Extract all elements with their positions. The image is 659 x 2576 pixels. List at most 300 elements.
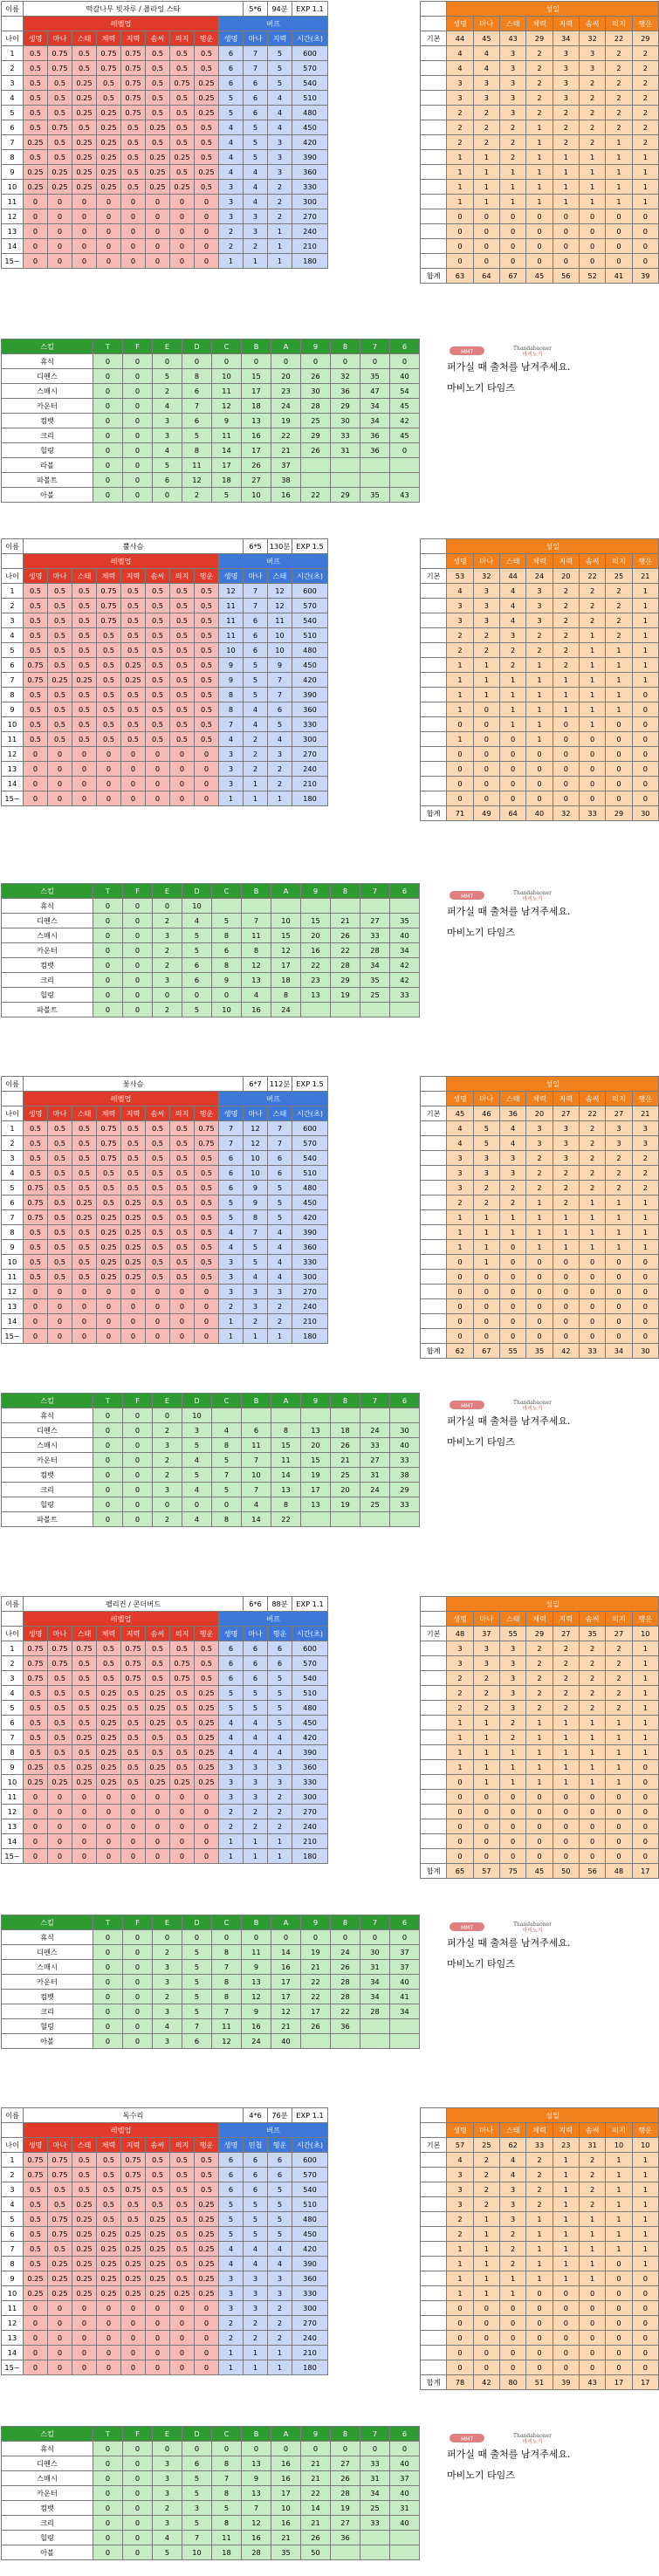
training-value: 0.5 [195,658,219,673]
training-value: 0.5 [146,2153,170,2168]
training-value: 0.5 [24,1745,48,1760]
training-value: 0.5 [170,1240,195,1255]
training-value: 0.5 [170,106,195,120]
growth-value: 0 [447,1329,473,1344]
growth-value: 2 [553,1671,579,1686]
growth-value: 0 [473,1299,499,1314]
skill-row [2,2471,420,2486]
skill-name: 파볼트 [2,473,93,488]
growth-value: 3 [553,1151,579,1166]
training-value: 0 [97,1329,121,1344]
training-col-header: 마나 [48,1106,72,1121]
blank-cell [421,1166,447,1181]
training-value: 0 [146,1834,170,1849]
age-cell: 15~ [2,1849,24,1864]
training-value: 0 [24,2360,48,2375]
training-value: 0.25 [72,76,97,91]
growth-value: 1 [632,658,658,673]
skill-row [2,428,420,443]
training-value: 0.75 [24,2168,48,2182]
blank-cell [421,2271,447,2286]
age-cell: 14 [2,1834,24,1849]
skill-rank-value: 22 [331,2004,360,2019]
skill-rank-value: 4 [153,2019,182,2034]
growth-value: 0 [473,2316,499,2331]
training-value: 0.5 [195,2153,219,2168]
training-value: 0 [170,2360,195,2375]
skill-rank-value: 15 [301,914,331,928]
bonus-value: 2 [244,747,268,762]
growth-value: 2 [526,76,553,91]
bonus-value: 6 [219,61,244,76]
bonus-value: 5 [219,2212,244,2227]
skill-rank-value: 5 [182,1438,212,1453]
training-value: 0.25 [195,2212,219,2227]
training-value: 0.5 [72,1270,97,1285]
training-value: 0.75 [97,1151,121,1166]
growth-value: 3 [499,1671,525,1686]
growth-row [421,165,659,180]
growth-value: 4 [499,584,525,599]
growth-row [421,2286,659,2301]
growth-header: 성일 [447,2,659,17]
growth-value: 0 [447,2316,473,2331]
growth-total-value: 32 [553,806,579,821]
skill-rank-value: 12 [242,2516,271,2531]
skill-name: 크리 [2,2516,93,2531]
skill-rank-value [360,2034,390,2049]
skill-rank-value: 14 [242,1512,271,1527]
training-value: 0.5 [24,106,48,120]
growth-value: 0 [447,1790,473,1805]
blank-cell [421,1285,447,1299]
training-value: 0 [97,239,121,254]
training-value: 0 [121,777,146,791]
skill-rank-value: 0 [123,1930,153,1945]
growth-value: 3 [606,1136,632,1151]
growth-value: 1 [632,2227,658,2242]
growth-value: 0 [447,1849,473,1864]
skill-row [2,384,420,399]
growth-value: 0 [632,1299,658,1314]
skill-rank-value [301,2034,331,2049]
growth-value: 0 [579,777,605,791]
training-value: 0.5 [146,1151,170,1166]
blank-cell [421,1329,447,1344]
data-row [2,643,328,658]
training-value: 0.5 [170,1745,195,1760]
growth-value: 0 [499,209,525,224]
training-value: 0.5 [48,1701,72,1716]
growth-value: 1 [632,1730,658,1745]
training-value: 0.5 [72,1686,97,1701]
age-cell: 5 [2,643,24,658]
growth-value: 0 [473,1819,499,1834]
growth-value: 0 [579,1299,605,1314]
skill-rank-value: 0 [331,354,360,369]
growth-row [421,135,659,150]
growth-value: 2 [553,599,579,613]
growth-value: 0 [553,1270,579,1285]
growth-value: 1 [473,1745,499,1760]
data-row [2,702,328,717]
growth-value: 1 [447,702,473,717]
age-cell: 10 [2,1255,24,1270]
data-row [2,1790,328,1805]
growth-value: 1 [579,195,605,209]
training-value: 0.75 [121,91,146,106]
growth-value: 0 [526,1255,553,1270]
growth-value: 0 [553,1849,579,1864]
training-value: 0.5 [146,1656,170,1671]
bonus-value: 7 [244,599,268,613]
age-cell: 8 [2,150,24,165]
bonus-value: 570 [292,599,328,613]
growth-total-value: 48 [606,1864,632,1879]
training-value: 0.5 [121,628,146,643]
training-value: 0 [72,1834,97,1849]
training-value: 0.75 [97,584,121,599]
skill-rank-value: 2 [153,1423,182,1438]
bonus-col-header: 마나 [244,569,268,584]
bonus-value: 5 [244,1701,268,1716]
training-col-header: 마나 [48,1627,72,1641]
bonus-value: 3 [268,2286,292,2301]
training-value: 0.25 [72,1760,97,1775]
growth-row [421,46,659,61]
training-value: 0.5 [121,1686,146,1701]
training-value: 0 [97,2331,121,2346]
training-value: 0.25 [48,673,72,688]
growth-value: 2 [579,1166,605,1181]
training-value: 0 [48,254,72,269]
training-value: 0 [195,1819,219,1834]
training-value: 0 [121,2316,146,2331]
training-value: 0.25 [24,1775,48,1790]
growth-value: 0 [499,762,525,777]
skill-rank-value: 0 [123,2019,153,2034]
age-cell: 11 [2,732,24,747]
growth-value: 2 [473,628,499,643]
blank-cell [2,554,24,569]
growth-value: 2 [579,613,605,628]
data-row [2,658,328,673]
training-col-header: 의지 [170,2138,195,2153]
skill-rank-value: 22 [301,2486,331,2501]
training-value: 0.5 [72,1656,97,1671]
training-value: 0.5 [72,1240,97,1255]
skill-rank-value: 18 [271,973,301,988]
growth-value: 2 [447,1196,473,1210]
skill-rank-value: 0 [153,899,182,914]
skill-rank-value [360,2019,390,2034]
bonus-value: 7 [219,717,244,732]
skill-rank-value [212,899,242,914]
bonus-value: 5 [219,1196,244,1210]
training-value: 0 [170,2346,195,2360]
bonus-col-header: 생명 [219,2138,244,2153]
skill-rank-value: 6 [182,2456,212,2471]
skill-rank-header: E [153,1915,182,1930]
growth-value: 2 [632,1151,658,1166]
growth-value: 2 [447,2212,473,2227]
growth-value: 0 [632,1775,658,1790]
training-value: 0.5 [24,150,48,165]
blank-cell [2,1612,24,1627]
growth-value: 0 [526,747,553,762]
training-table [1,1596,328,1864]
growth-value: 0 [526,791,553,806]
growth-value: 0 [632,2301,658,2316]
training-value: 0.5 [48,2242,72,2257]
skill-rank-value: 19 [331,988,360,1003]
skill-rank-value: 14 [212,443,242,458]
training-value: 0.5 [170,658,195,673]
growth-value: 0 [579,2360,605,2375]
growth-value: 1 [499,1760,525,1775]
growth-value: 0 [606,2360,632,2375]
growth-base-value: 45 [447,1106,473,1121]
training-col-header: 체력 [97,31,121,46]
growth-value: 1 [553,2257,579,2271]
training-value: 0.5 [24,2242,48,2257]
growth-value: 0 [579,1314,605,1329]
growth-col-row [421,17,659,31]
training-value: 0 [97,1299,121,1314]
skill-rank-value: 3 [153,1975,182,1990]
growth-row [421,1834,659,1849]
blank-cell [421,17,447,31]
growth-value: 1 [632,1745,658,1760]
skill-rank-value: 12 [271,943,301,958]
growth-value: 1 [526,1225,553,1240]
data-row [2,2271,328,2286]
training-value: 0.5 [24,2182,48,2197]
training-value: 0 [195,1805,219,1819]
bonus-value: 1 [219,1834,244,1849]
growth-col-header: 의지 [606,554,632,569]
growth-value: 1 [632,2212,658,2227]
skill-rank-value: 0 [123,488,153,503]
skill-header-row [2,1394,420,1408]
bonus-value: 10 [244,1151,268,1166]
growth-value: 0 [473,1329,499,1344]
training-value: 0.5 [146,2182,170,2197]
training-value: 0 [195,209,219,224]
training-value: 0 [72,1329,97,1344]
skill-rank-value: 0 [93,443,123,458]
bonus-value: 240 [292,224,328,239]
training-value: 0.25 [146,2212,170,2227]
growth-value: 0 [606,2301,632,2316]
bonus-value: 4 [219,2257,244,2271]
growth-value: 1 [447,1760,473,1775]
growth-base-value: 32 [579,31,605,46]
skill-rank-value: 0 [123,1423,153,1438]
training-value: 0.25 [195,2271,219,2286]
growth-base-value: 43 [499,31,525,46]
growth-value: 0 [553,2286,579,2301]
growth-value: 1 [499,2271,525,2286]
skill-rank-value: 21 [301,2516,331,2531]
growth-col-header: 지력 [553,17,579,31]
blank-cell [421,1716,447,1730]
column-header-row [2,1627,328,1641]
growth-value: 1 [606,1240,632,1255]
growth-value: 1 [499,2286,525,2301]
bonus-value: 3 [244,2286,268,2301]
training-col-header: 의지 [170,569,195,584]
svg-text:Thandabaoner: Thandabaoner [512,346,553,352]
skill-label: 스킬 [2,1394,93,1408]
training-value: 0.5 [170,1270,195,1285]
growth-value: 2 [579,584,605,599]
growth-value: 3 [499,1686,525,1701]
name-label: 이름 [2,1077,24,1092]
growth-value: 2 [553,1656,579,1671]
data-row [2,1225,328,1240]
growth-value: 2 [526,1701,553,1716]
bonus-value: 5 [268,1716,292,1730]
skill-rank-value: 13 [242,2486,271,2501]
blank-cell [421,1701,447,1716]
training-value: 0 [195,1285,219,1299]
growth-value: 0 [606,791,632,806]
growth-total-value: 56 [553,269,579,284]
growth-base-value: 34 [553,31,579,46]
growth-value: 0 [553,762,579,777]
training-value: 0 [146,747,170,762]
bonus-value: 5 [268,1701,292,1716]
growth-col-header: 솜씨 [579,1612,605,1627]
skill-rank-value: 31 [360,2471,390,2486]
skill-rank-value: 7 [212,1960,242,1975]
training-col-header: 생명 [24,569,48,584]
growth-value: 0 [579,1819,605,1834]
training-value: 0.5 [24,688,48,702]
bonus-col-header: 민첩 [244,2138,268,2153]
growth-row [421,1775,659,1790]
watermark-stamp [450,888,572,902]
bonus-value: 390 [292,150,328,165]
age-cell: 1 [2,1121,24,1136]
bonus-value: 5 [268,61,292,76]
age-cell: 9 [2,702,24,717]
skill-rank-value: 7 [242,1483,271,1497]
skill-rank-value: 7 [182,399,212,414]
skill-rank-value: 24 [360,1423,390,1438]
training-value: 0.5 [170,2227,195,2242]
growth-value: 3 [553,46,579,61]
training-value: 0.5 [195,643,219,658]
skill-rank-value: 0 [331,1930,360,1945]
training-value: 0 [170,1790,195,1805]
skill-rank-header: 6 [390,884,420,899]
data-row [2,717,328,732]
bonus-value: 6 [244,613,268,628]
bonus-value: 10 [244,1166,268,1181]
skill-rank-value: 34 [360,399,390,414]
bonus-value: 4 [244,180,268,195]
skill-rank-value: 27 [360,1453,390,1468]
age-cell: 13 [2,2331,24,2346]
skill-name: 카운터 [2,1453,93,1468]
growth-value: 0 [553,732,579,747]
growth-value: 1 [526,1760,553,1775]
training-value: 0.25 [195,1745,219,1760]
growth-total-value: 41 [606,269,632,284]
growth-value: 0 [499,777,525,791]
training-value: 0.5 [48,1686,72,1701]
growth-value: 0 [526,1314,553,1329]
bonus-value: 2 [244,1805,268,1819]
training-value: 0.75 [121,1656,146,1671]
blank-cell [421,2153,447,2168]
training-value: 0.25 [97,2242,121,2257]
growth-value: 0 [579,209,605,224]
growth-value: 1 [579,1240,605,1255]
training-value: 0 [146,1819,170,1834]
watermark-stamp [450,1398,572,1412]
training-value: 0.5 [121,180,146,195]
growth-row [421,1181,659,1196]
bonus-value: 1 [268,791,292,806]
skill-rank-value: 10 [182,2545,212,2560]
skill-rank-value: 0 [123,428,153,443]
skill-row [2,2442,420,2456]
growth-value: 1 [579,1225,605,1240]
training-col-header: 생명 [24,1627,48,1641]
training-value: 0.25 [195,165,219,180]
growth-base-row [421,1106,659,1121]
growth-total-value: 55 [499,1344,525,1359]
training-value: 0.25 [195,91,219,106]
training-value: 0 [170,762,195,777]
blank-cell [421,195,447,209]
training-value: 0.5 [97,2153,121,2168]
age-cell: 11 [2,1270,24,1285]
training-value: 0.5 [170,91,195,106]
training-value: 0.5 [195,1166,219,1181]
bonus-value: 390 [292,1745,328,1760]
growth-value: 0 [606,777,632,791]
growth-table [420,1,659,284]
skill-rank-value: 5 [212,914,242,928]
skill-rank-value: 2 [182,488,212,503]
growth-value: 0 [632,1329,658,1344]
skill-rank-value: 20 [301,1438,331,1453]
training-value: 0.25 [24,165,48,180]
blank-cell [421,1181,447,1196]
total-label: 합계 [421,2375,447,2390]
skill-rank-value [331,1512,360,1527]
bonus-header: 버프 [219,554,328,569]
growth-value: 0 [606,1834,632,1849]
skill-rank-value: 26 [301,369,331,384]
bonus-value: 4 [244,1270,268,1285]
growth-value: 4 [499,613,525,628]
skill-row [2,354,420,369]
training-value: 0.5 [195,61,219,76]
bonus-value: 6 [219,2182,244,2197]
svg-text:Thandabaoner: Thandabaoner [512,890,553,896]
skill-rank-value: 34 [360,1990,390,2004]
blank-cell [421,1092,447,1106]
skill-rank-value: 0 [153,488,182,503]
training-value: 0.5 [146,61,170,76]
growth-value: 0 [632,1760,658,1775]
bonus-value: 12 [268,599,292,613]
